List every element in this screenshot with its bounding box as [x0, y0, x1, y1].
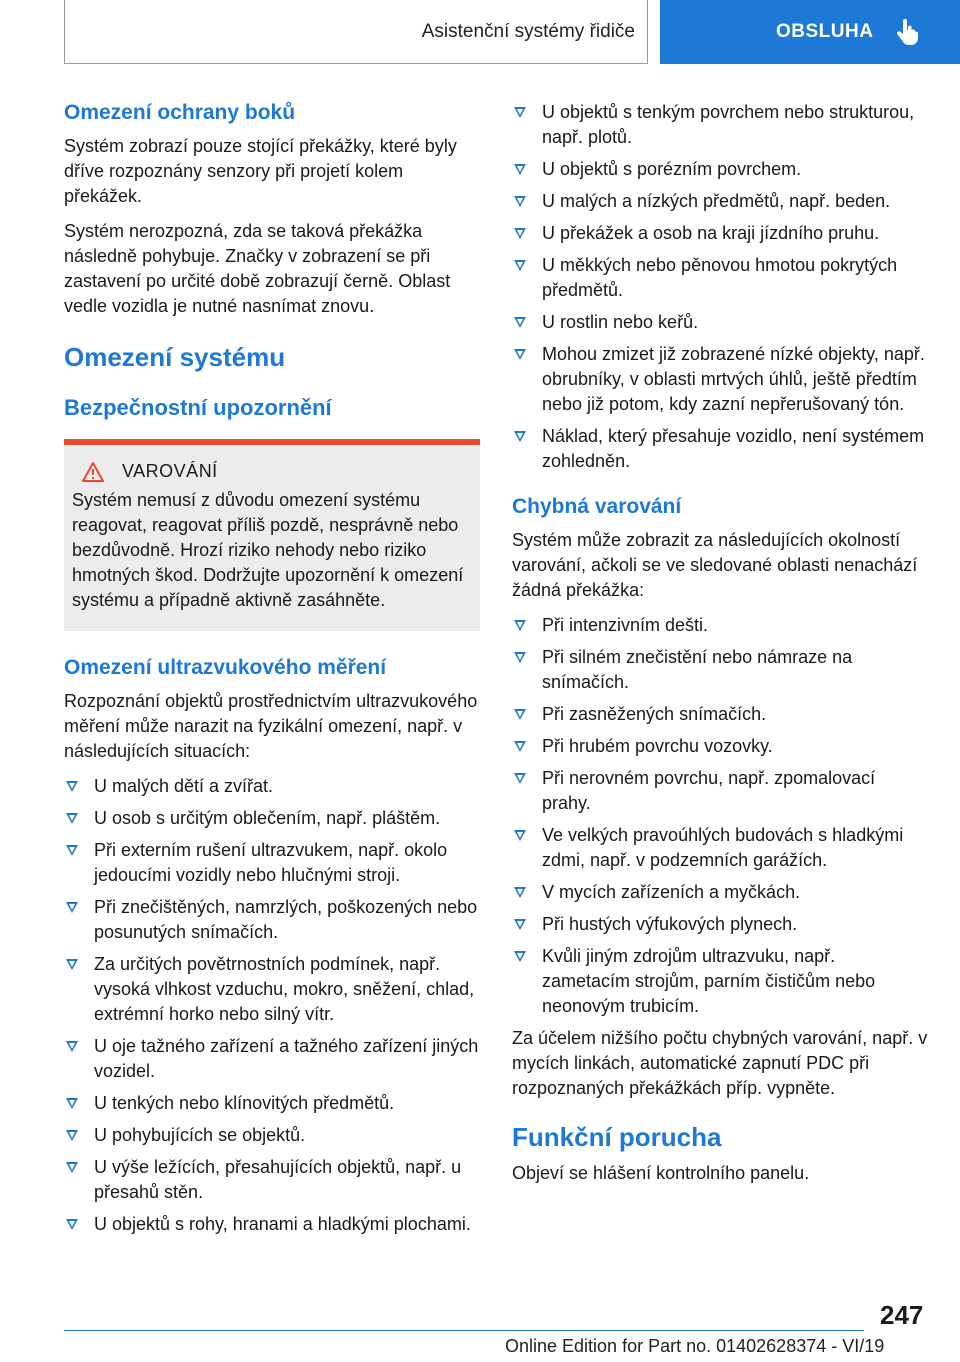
footer-divider — [64, 1330, 864, 1331]
list-item: Při znečištěných, namrzlých, poškozených nebo posunutých snímačích. — [64, 895, 480, 945]
list-item: Ve velkých pravoúhlých budovách s hladkými zdmi, např. v podzemních garážích. — [512, 823, 928, 873]
list-item: U objektů s rohy, hranami a hladkými plochami. — [64, 1212, 480, 1237]
list-item: Při nerovném povrchu, např. zpomalovací prahy. — [512, 766, 928, 816]
false-warnings-heading: Chybná varování — [512, 495, 682, 518]
list-item: Při intenzivním dešti. — [512, 613, 928, 638]
right-column — [512, 100, 928, 1196]
triangle-bullet-icon — [66, 1219, 78, 1230]
triangle-bullet-icon — [66, 845, 78, 856]
list-item: Při externím rušení ultrazvukem, např. okolo jedoucími vozidly nebo hlučnými stroji. — [64, 838, 480, 888]
false-warnings-intro: Systém může zobrazit za následujících okolností varování, ačkoli se ve sledované oblasti nenachází žádná překážka: — [512, 530, 918, 600]
triangle-bullet-icon — [66, 902, 78, 913]
list-item: Při silném znečistění nebo námraze na snímačích. — [512, 645, 928, 695]
list-item: U malých a nízkých předmětů, např. beden. — [512, 189, 928, 214]
warning-box — [64, 439, 480, 631]
triangle-bullet-icon — [514, 741, 526, 752]
list-item: Při hustých výfukových plynech. — [512, 912, 928, 937]
edition-note: Online Edition for Part no. 01402628374 - VI/19 — [505, 1336, 885, 1356]
chapter-label: OBSLUHA — [776, 21, 874, 42]
triangle-bullet-icon — [514, 317, 526, 328]
ultrasonic-limits-list-continued — [512, 100, 928, 474]
list-item: U malých dětí a zvířat. — [64, 774, 480, 799]
ultrasonic-limits-list — [64, 774, 480, 1237]
side-protection-text-1: Systém zobrazí pouze stojící překážky, které byly dříve rozpoznány senzory při projetí kolem překážek. — [64, 136, 457, 206]
triangle-bullet-icon — [66, 813, 78, 824]
malfunction-text: Objeví se hlášení kontrolního panelu. — [512, 1163, 810, 1183]
warning-text: Systém nemusí z důvodu omezení systému reagovat, reagovat příliš pozdě, nesprávně nebo bezdůvodně. Hrozí riziko nehody nebo riziko hmotných škod. Dodržujte upozornění k omezení systému a případně aktivně zasáhněte. — [72, 490, 464, 610]
list-item: Při hrubém povrchu vozovky. — [512, 734, 928, 759]
malfunction-heading: Funkční porucha — [512, 1122, 722, 1152]
triangle-bullet-icon — [514, 830, 526, 841]
ultrasonic-intro: Rozpoznání objektů prostřednictvím ultrazvukového měření může narazit na fyzikální omezení, např. v následujících situacích: — [64, 691, 478, 761]
list-item: Za určitých povětrnostních podmínek, např. vysoká vlhkost vzduchu, mokro, sněžení, chlad, extrémní horko nebo silný vítr. — [64, 952, 480, 1027]
list-item: U pohybujících se objektů. — [64, 1123, 480, 1148]
triangle-bullet-icon — [514, 431, 526, 442]
left-column — [64, 100, 480, 1244]
triangle-bullet-icon — [66, 1041, 78, 1052]
triangle-bullet-icon — [514, 652, 526, 663]
triangle-bullet-icon — [514, 107, 526, 118]
list-item: U tenkých nebo klínovitých předmětů. — [64, 1091, 480, 1116]
side-protection-heading: Omezení ochrany boků — [64, 101, 296, 124]
triangle-bullet-icon — [66, 781, 78, 792]
triangle-bullet-icon — [514, 228, 526, 239]
list-item: U rostlin nebo keřů. — [512, 310, 928, 335]
triangle-bullet-icon — [66, 1162, 78, 1173]
triangle-bullet-icon — [514, 349, 526, 360]
list-item: U osob s určitým oblečením, např. pláštěm. — [64, 806, 480, 831]
list-item: Při zasněžených snímačích. — [512, 702, 928, 727]
triangle-bullet-icon — [66, 1130, 78, 1141]
page-number: 247 — [880, 1300, 924, 1330]
triangle-bullet-icon — [514, 951, 526, 962]
triangle-bullet-icon — [66, 1098, 78, 1109]
false-warnings-list — [512, 613, 928, 1019]
warning-triangle-icon — [82, 462, 104, 482]
list-item: Kvůli jiným zdrojům ultrazvuku, např. zametacím strojům, parním čističům nebo neonovým trubicím. — [512, 944, 928, 1019]
triangle-bullet-icon — [514, 919, 526, 930]
hand-pointer-icon — [895, 19, 919, 45]
list-item: U výše ležících, přesahujících objektů, např. u přesahů stěn. — [64, 1155, 480, 1205]
list-item: U překážek a osob na kraji jízdního pruhu. — [512, 221, 928, 246]
triangle-bullet-icon — [514, 620, 526, 631]
list-item: U objektů s porézním povrchem. — [512, 157, 928, 182]
ultrasonic-limits-heading: Omezení ultrazvukového měření — [64, 656, 387, 679]
warning-title — [72, 461, 472, 482]
list-item: U objektů s tenkým povrchem nebo strukturou, např. plotů. — [512, 100, 928, 150]
list-item: Mohou zmizet již zobrazené nízké objekty, např. obrubníky, v oblasti mrtvých úhlů, ještě předtím nebo již potom, kdy zazní nepřerušovaný tón. — [512, 342, 928, 417]
triangle-bullet-icon — [514, 260, 526, 271]
safety-notes-heading: Bezpečnostní upozornění — [64, 395, 332, 420]
page-header — [0, 0, 960, 66]
triangle-bullet-icon — [66, 959, 78, 970]
triangle-bullet-icon — [514, 709, 526, 720]
side-protection-text-2: Systém nerozpozná, zda se taková překážka následně pohybuje. Značky v zobrazení se při zastavení po určité době zobrazují černě. Oblast vedle vozidla je nutné nasnímat znovu. — [64, 221, 451, 316]
warning-label: VAROVÁNÍ — [122, 461, 218, 481]
list-item: U měkkých nebo pěnovou hmotou pokrytých předmětů. — [512, 253, 928, 303]
triangle-bullet-icon — [514, 773, 526, 784]
triangle-bullet-icon — [514, 887, 526, 898]
section-title: Asistenční systémy řidiče — [64, 0, 648, 64]
triangle-bullet-icon — [514, 164, 526, 175]
list-item: V mycích zařízeních a myčkách. — [512, 880, 928, 905]
false-warnings-outro: Za účelem nižšího počtu chybných varování, např. v mycích linkách, automatické zapnutí PDC při rozpoznaných překážkách příp. vypněte. — [512, 1028, 928, 1098]
system-limits-heading: Omezení systému — [64, 342, 286, 372]
list-item: Náklad, který přesahuje vozidlo, není systémem zohledněn. — [512, 424, 928, 474]
list-item: U oje tažného zařízení a tažného zařízení jiných vozidel. — [64, 1034, 480, 1084]
triangle-bullet-icon — [514, 196, 526, 207]
chapter-tab — [660, 0, 960, 64]
